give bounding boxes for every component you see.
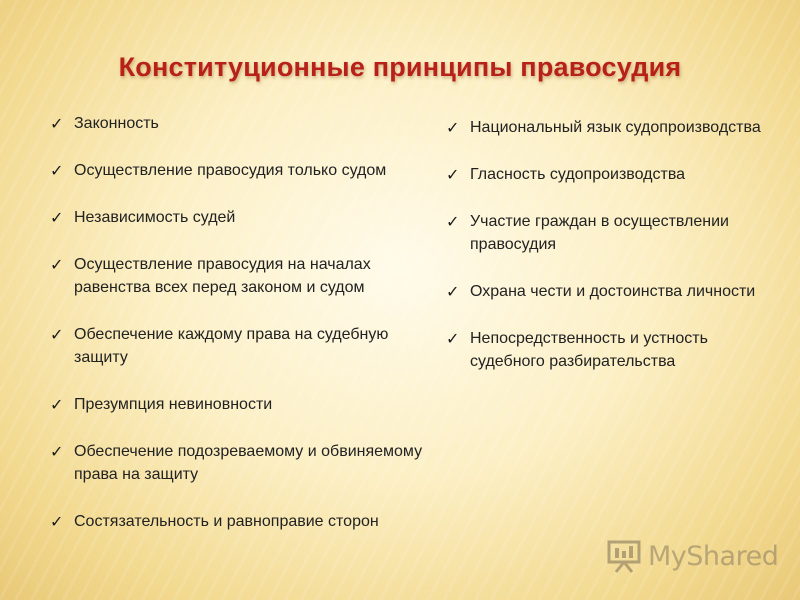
list-item (446, 116, 786, 139)
myshared-watermark (606, 536, 778, 576)
list-item-text: Обеспечение подозреваемому и обвиняемому права на защиту (74, 443, 423, 483)
list-item-text: Национальный язык судопроизводства (470, 119, 761, 136)
right-principles-list (446, 116, 786, 397)
watermark-text: MyShared (648, 540, 779, 572)
list-item (50, 159, 440, 182)
list-item (50, 112, 440, 135)
list-item (446, 327, 786, 373)
checkmark-icon: ✓ (50, 255, 64, 274)
list-item (50, 206, 440, 229)
list-item (446, 163, 786, 186)
list-item (50, 393, 440, 416)
list-item-text: Осуществление правосудия на началах равенства всех перед законом и судом (74, 256, 371, 296)
list-item-text: Состязательность и равноправие сторон (74, 513, 379, 530)
presentation-board-icon (606, 538, 644, 574)
slide-title: Конституционные принципы правосудия (118, 52, 682, 82)
list-item (50, 323, 440, 369)
list-item (446, 280, 786, 303)
list-item-text: Осуществление правосудия только судом (74, 162, 387, 179)
checkmark-icon: ✓ (50, 161, 64, 180)
checkmark-icon: ✓ (50, 208, 64, 227)
list-item-text: Законность (74, 115, 159, 132)
checkmark-icon: ✓ (50, 512, 64, 531)
checkmark-icon: ✓ (446, 282, 460, 301)
checkmark-icon: ✓ (446, 329, 460, 348)
left-principles-list (50, 112, 440, 557)
list-item (50, 253, 440, 299)
checkmark-icon: ✓ (446, 212, 460, 231)
list-item-text: Обеспечение каждому права на судебную защиту (74, 326, 389, 366)
checkmark-icon: ✓ (50, 325, 64, 344)
checkmark-icon: ✓ (446, 118, 460, 137)
checkmark-icon: ✓ (50, 395, 64, 414)
list-item-text: Независимость судей (74, 209, 236, 226)
list-item (50, 510, 440, 533)
list-item-text: Участие граждан в осуществлении правосудия (470, 213, 729, 253)
checkmark-icon: ✓ (50, 442, 64, 461)
list-item-text: Презумпция невиновности (74, 396, 273, 413)
checkmark-icon: ✓ (446, 165, 460, 184)
list-item (50, 440, 440, 486)
list-item-text: Непосредственность и устность судебного разбирательства (470, 330, 708, 370)
checkmark-icon: ✓ (50, 114, 64, 133)
list-item-text: Гласность судопроизводства (470, 166, 686, 183)
list-item-text: Охрана чести и достоинства личности (470, 283, 756, 300)
list-item (446, 210, 786, 256)
